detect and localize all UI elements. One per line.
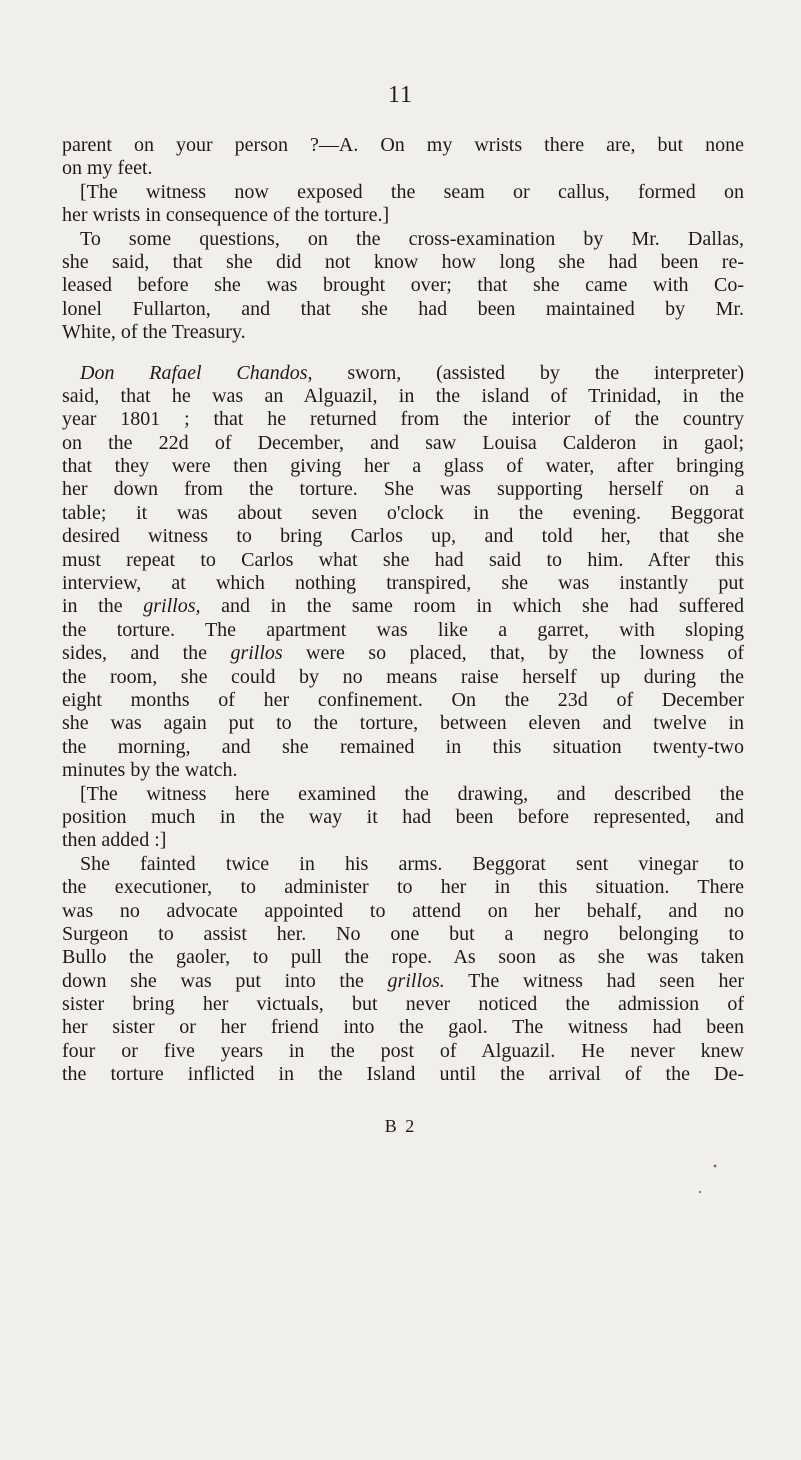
line-text: sides, and the <box>62 642 231 665</box>
text-line <box>62 478 744 501</box>
text-line <box>62 228 744 251</box>
line-text: down she was put into the <box>62 969 388 992</box>
text-line <box>62 666 744 689</box>
line-text: on my feet. <box>62 157 153 180</box>
text-line <box>62 736 744 759</box>
line-text: interview, at which nothing transpired, she was instantly put <box>62 572 744 595</box>
line-text-tail: The witness had seen her <box>444 969 745 992</box>
text-line <box>62 595 744 618</box>
text-line <box>62 204 744 227</box>
text-line <box>62 298 744 321</box>
text-line <box>62 1016 744 1039</box>
text-line <box>62 783 744 806</box>
page-number: 11 <box>387 82 414 108</box>
text-line <box>62 993 744 1016</box>
text-line <box>62 251 744 274</box>
text-line <box>62 455 744 478</box>
text-line <box>62 274 744 297</box>
line-text: was no advocate appointed to attend on her behalf, and no <box>62 899 744 922</box>
text-line <box>62 408 744 431</box>
line-text: she was again put to the torture, between eleven and twelve in <box>62 712 744 735</box>
text-line <box>62 549 744 572</box>
line-text: table; it was about seven o'clock in the evening. Beggorat <box>62 501 744 524</box>
text-line <box>62 946 744 969</box>
line-text-tail: were so placed, that, by the lowness of <box>282 642 745 665</box>
text-line <box>62 853 744 876</box>
text-line <box>62 689 744 712</box>
line-text: her down from the torture. She was supporting herself on a <box>62 478 744 501</box>
line-text: must repeat to Carlos what she had said to him. After this <box>62 548 744 571</box>
line-text: [The witness here examined the drawing, and described the <box>80 782 744 805</box>
italic-term: grillos. <box>387 969 445 992</box>
line-text: Bullo the gaoler, to pull the rope. As soon as she was taken <box>62 946 744 969</box>
body-text <box>62 134 744 1087</box>
line-text: [The witness now exposed the seam or callus, formed on <box>80 180 744 203</box>
signature-mark: B 2 <box>384 1116 417 1136</box>
witness-name: Don Rafael Chandos, <box>80 361 313 384</box>
line-text: four or five years in the post of Alguazil. He never knew <box>62 1039 744 1062</box>
line-text: sworn, (assisted by the interpreter) <box>312 361 744 384</box>
text-line <box>62 572 744 595</box>
text-line <box>62 134 744 157</box>
line-text: minutes by the watch. <box>62 759 238 782</box>
ink-speck <box>699 1191 701 1193</box>
text-line <box>62 181 744 204</box>
line-text: the morning, and she remained in this situation twenty-two <box>62 735 744 758</box>
text-line <box>62 923 744 946</box>
text-line <box>62 1063 744 1086</box>
text-line <box>62 432 744 455</box>
line-text: To some questions, on the cross-examination by Mr. Dallas, <box>80 227 744 250</box>
line-text: leased before she was brought over; that she came with Co- <box>62 274 744 297</box>
line-text: the executioner, to administer to her in this situation. There <box>62 876 744 899</box>
text-line <box>62 759 744 782</box>
line-text: sister bring her victuals, but never noticed the admission of <box>62 993 744 1016</box>
line-text: lonel Fullarton, and that she had been maintained by Mr. <box>62 297 744 320</box>
line-text: desired witness to bring Carlos up, and told her, that she <box>62 525 744 548</box>
line-text: White, of the Treasury. <box>62 321 246 344</box>
text-line <box>62 362 744 385</box>
line-text: the room, she could by no means raise herself up during the <box>62 665 744 688</box>
text-line <box>62 829 744 852</box>
text-line <box>62 321 744 344</box>
line-text: her sister or her friend into the gaol. The witness had been <box>62 1016 744 1039</box>
line-text: position much in the way it had been before represented, and <box>62 805 744 828</box>
text-line <box>62 642 744 665</box>
text-line <box>62 525 744 548</box>
text-line <box>62 619 744 642</box>
line-text: she said, that she did not know how long she had been re- <box>62 250 744 273</box>
line-text: She fainted twice in his arms. Beggorat sent vinegar to <box>80 852 744 875</box>
ink-speck <box>714 1165 717 1168</box>
line-text: eight months of her confinement. On the 23d of December <box>62 688 744 711</box>
text-line <box>62 876 744 899</box>
line-text: said, that he was an Alguazil, in the island of Trinidad, in the <box>62 384 744 407</box>
text-line <box>62 502 744 525</box>
line-text: on the 22d of December, and saw Louisa Calderon in gaol; <box>62 431 744 454</box>
text-line <box>62 970 744 993</box>
line-text: the torture inflicted in the Island until the arrival of the De- <box>62 1063 744 1086</box>
line-text: the torture. The apartment was like a garret, with sloping <box>62 618 744 641</box>
text-line <box>62 900 744 923</box>
italic-term: grillos, <box>143 595 201 618</box>
line-text: in the <box>62 595 144 618</box>
paragraph-gap <box>62 345 744 362</box>
line-text: that they were then giving her a glass of water, after bringing <box>62 455 744 478</box>
line-text-tail: and in the same room in which she had suffered <box>200 595 744 618</box>
text-line <box>62 157 744 180</box>
text-line <box>62 712 744 735</box>
text-line <box>62 1040 744 1063</box>
line-text: her wrists in consequence of the torture.] <box>62 204 390 227</box>
line-text: parent on your person ?—A. On my wrists there are, but none <box>62 134 744 156</box>
line-text: then added :] <box>62 829 167 852</box>
text-line <box>62 806 744 829</box>
line-text: year 1801 ; that he returned from the interior of the country <box>62 408 744 431</box>
line-text: Surgeon to assist her. No one but a negro belonging to <box>62 922 744 945</box>
text-line <box>62 385 744 408</box>
italic-term: grillos <box>230 642 283 665</box>
